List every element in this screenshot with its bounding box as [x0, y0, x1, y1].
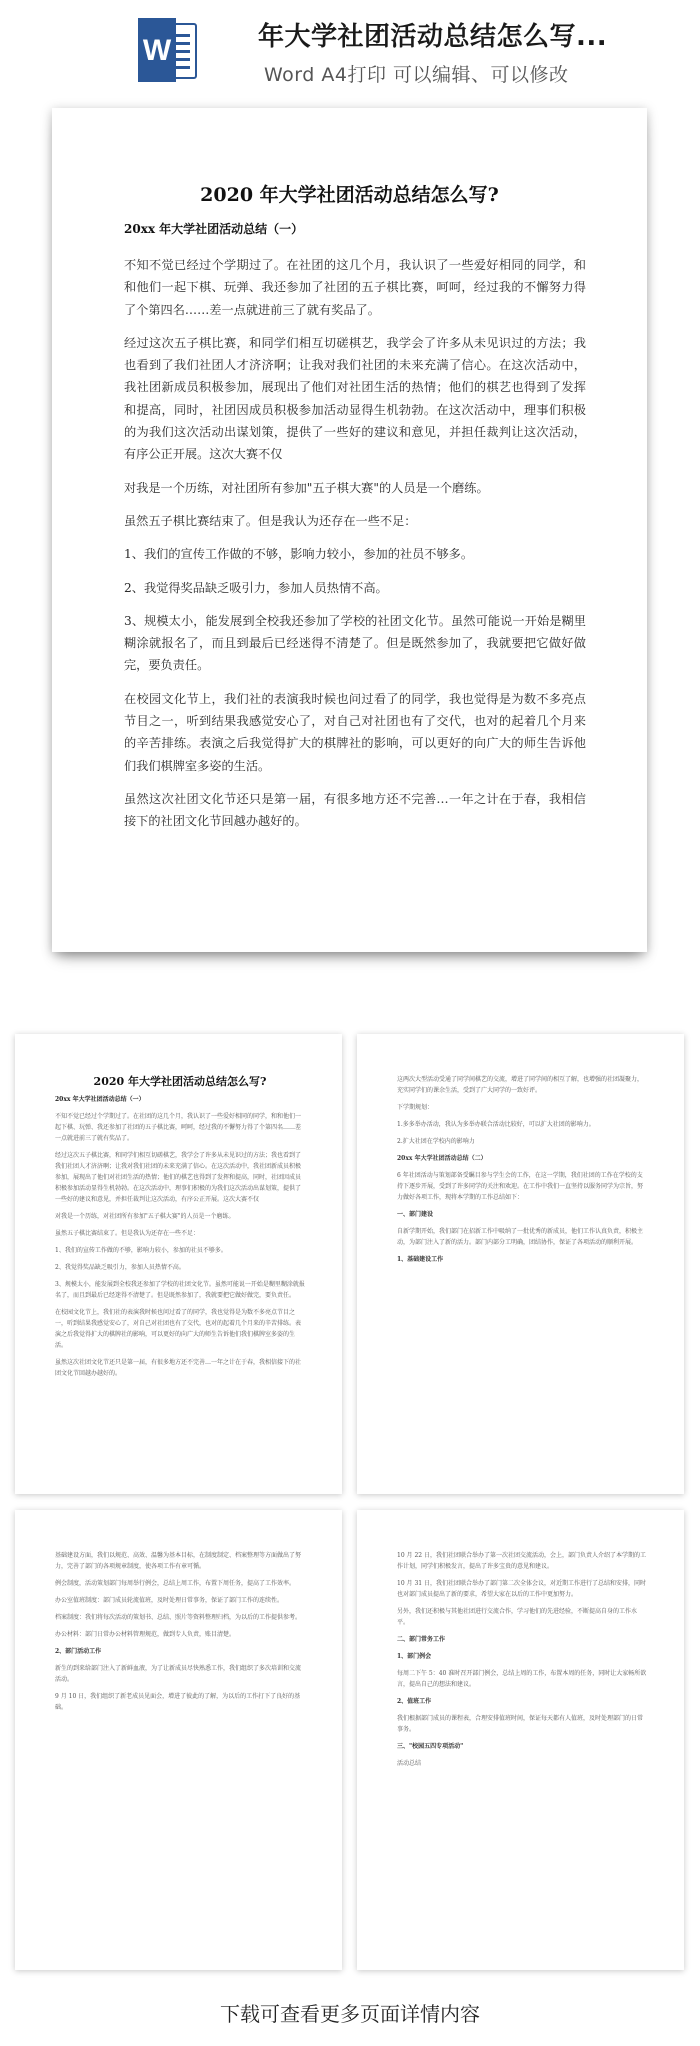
thumbnail-heading: 2、值班工作	[397, 1698, 432, 1705]
page-thumbnail-1[interactable]	[15, 1034, 342, 1494]
thumbnail-heading: 1、部门例会	[397, 1653, 432, 1660]
page-thumbnail-3[interactable]	[15, 1510, 342, 1970]
thumbnail-paragraph: 对我是一个历练，对社团所有参加"五子棋大赛"的人员是一个磨练。	[55, 1213, 235, 1220]
thumbnail-paragraph: 例会制度，活动策划部门每周举行例会，总结上周工作，布置下周任务，提高了工作效率。	[55, 1580, 296, 1587]
thumbnail-paragraph: 10 月 31 日，我们社团联合举办了部门第二次全体会议，对近期工作进行了总结和安排，同时也对部门成员提出了新的要求，希望大家在以后的工作中更加努力。	[397, 1580, 646, 1598]
thumbnail-paragraph: 活动总结	[397, 1760, 422, 1767]
thumbnail-paragraph: 基础建设方面，我们以规范、高效、温馨为基本目标，在制度制定、档案整理等方面做出了努力，完善了部门的各项规章制度，使各项工作有章可循。	[55, 1552, 302, 1570]
thumbnail-paragraph: 虽然这次社团文化节还只是第一届，有很多地方还不完善…一年之计在于春，我相信接下的社团文化节回越办越好的。	[55, 1359, 302, 1377]
thumbnail-paragraph: 虽然五子棋比赛结束了。但是我认为还存在一些不足：	[55, 1230, 200, 1237]
paragraph: 虽然这次社团文化节还只是第一届，有很多地方还不完善…一年之计在于春，我相信接下的社团文化节回越办越好的。	[124, 791, 586, 829]
thumbnail-heading: 二、部门常务工作	[397, 1636, 446, 1643]
word-icon	[136, 16, 200, 84]
thumbnail-paragraph: 下学期规划：	[397, 1104, 434, 1111]
paragraph: 1、我们的宣传工作做的不够，影响力较小，参加的社员不够多。	[124, 547, 474, 562]
thumbnail-paragraph: 3、规模太小，能发展到全校我还参加了学校的社团文化节。虽然可能说一开始是糊里糊涂就报名了，而且到最后已经迷得不清楚了。但是既然参加了，我就要把它做好做完，要负责任。	[55, 1281, 305, 1299]
section-heading: 20xx 年大学社团活动总结（一）	[124, 222, 304, 236]
paragraph: 对我是一个历练，对社团所有参加"五子棋大赛"的人员是一个磨练。	[124, 480, 489, 495]
thumbnail-paragraph: 2.扩大社团在学校内的影响力	[397, 1138, 475, 1145]
page-thumbnail-4[interactable]	[357, 1510, 684, 1970]
thumbnail-paragraph: 我们根据部门成员的课程表，合理安排值班时间，保证每天都有人值班，及时处理部门的日常事务。	[397, 1715, 644, 1733]
paragraph: 虽然五子棋比赛结束了。但是我认为还存在一些不足：	[124, 513, 417, 528]
thumbnail-paragraph: 不知不觉已经过个学期过了。在社团的这几个月，我认识了一些爱好相同的同学，和和他们一起下棋、玩弹、我还参加了社团的五子棋比赛，呵呵，经过我的不懈努力得了个第四名……差一点就进前三了就有奖品了。	[55, 1113, 302, 1142]
thumbnail-paragraph: 每周二下午 5：40 准时召开部门例会，总结上周的工作，布置本周的任务，同时让大家畅所欲言，提出自己的想法和建议。	[397, 1670, 647, 1688]
thumbnail-heading: 20xx 年大学社团活动总结（二）	[397, 1155, 487, 1162]
paragraph: 不知不觉已经过个学期过了。在社团的这几个月，我认识了一些爱好相同的同学，和和他们一起下棋、玩弹、我还参加了社团的五子棋比赛，呵呵，经过我的不懈努力得了个第四名……差一点就进前三了就有奖品了。	[124, 258, 586, 317]
paragraph: 2、我觉得奖品缺乏吸引力，参加人员热情不高。	[124, 580, 388, 595]
thumbnail-heading: 2、部门活动工作	[55, 1648, 102, 1655]
thumbnail-paragraph: 9 月 10 日，我们组织了新老成员见面会，增进了彼此的了解，为以后的工作打下了良好的基础。	[55, 1693, 301, 1711]
thumbnail-paragraph: 6 年社团活动与策划部备受瞩目参与学生会的工作，在这一学期，我们社团的工作在学校的支持下逐步开展，受到了许多同学的关注和欢迎。在工作中我们一直坚持以服务同学为宗旨，努力做好各项工作，现将本学期的工作总结如下：	[397, 1172, 644, 1201]
thumbnail-paragraph: 办公室值班制度：部门成员轮流值班，及时处理日常事务，保证了部门工作的连续性。	[55, 1597, 284, 1604]
thumbnail-paragraph: 自新学期开始，我们部门在招新工作中吸纳了一批优秀的新成员，他们工作认真负责，积极主动，为部门注入了新的活力。部门内部分工明确，团结协作，保证了各项活动的顺利开展。	[397, 1228, 644, 1246]
page-body	[124, 254, 586, 844]
document-format-note: Word A4打印 可以编辑、可以修改	[264, 64, 569, 86]
thumbnail-paragraph: 经过这次五子棋比赛，和同学们相互切磋棋艺，我学会了许多从未见识过的方法；我也看到了我们社团人才济济啊；让我对我们社团的未来充满了信心。在这次活动中，我社团新成员积极参加，展现出了他们对社团生活的热情；他们的棋艺也得到了发挥和提高，同时，社团因成员积极参加活动显得生机勃勃。在这次活动中，理事们积极的为我们这次活动出谋划策，提供了一些好的建议和意见，并担任裁判让这次活动，有序公正开展。这次大赛不仅	[55, 1152, 302, 1203]
thumbnail-heading: 三、"校园五四专项活动"	[397, 1743, 464, 1750]
svg-text:W: W	[142, 34, 172, 67]
thumbnail-heading: 一、部门建设	[397, 1211, 434, 1218]
page-thumbnail-2[interactable]	[357, 1034, 684, 1494]
thumbnail-paragraph: 1、我们的宣传工作做的不够，影响力较小，参加的社员不够多。	[55, 1247, 227, 1254]
paragraph: 3、规模太小，能发展到全校我还参加了学校的社团文化节。虽然可能说一开始是糊里糊涂就报名了，而且到最后已经迷得不清楚了。但是既然参加了，我就要把它做好做完，要负责任。	[124, 613, 586, 673]
main-page-preview	[52, 108, 647, 952]
thumbnail-paragraph: 2、我觉得奖品缺乏吸引力，参加人员热情不高。	[55, 1264, 185, 1271]
thumbnail-paragraph: 10 月 22 日，我们社团联合举办了第一次社团交流活动，会上，部门负责人介绍了本学期的工作计划，同学们积极发言，提出了许多宝贵的意见和建议。	[397, 1552, 646, 1570]
header	[0, 0, 700, 100]
thumbnail-title: 2020 年大学社团活动总结怎么写?	[93, 1075, 267, 1088]
thumbnail-heading: 1、基础建设工作	[397, 1256, 444, 1263]
document-title: 年大学社团活动总结怎么写...	[258, 22, 608, 52]
page-title: 2020 年大学社团活动总结怎么写?	[200, 184, 499, 206]
thumbnail-heading: 20xx 年大学社团活动总结（一）	[55, 1096, 145, 1103]
thumbnail-paragraph: 办公材料：部门日常办公材料管理规范，做到专人负责，账目清楚。	[55, 1631, 236, 1638]
thumbnail-paragraph: 这两次大型活动受通了同学间棋艺的交流，增进了同学间的相互了解，也增强的社团凝聚力，充实同学们的课余生活，受到了广大同学的一致好评。	[397, 1076, 644, 1094]
thumbnail-paragraph: 1.多多举办活动，我认为多举办联合活动比较好，可以扩大社团的影响力。	[397, 1121, 595, 1128]
download-more-link[interactable]: 下载可查看更多页面详情内容	[220, 2002, 480, 2026]
thumbnail-paragraph: 新生的到来给部门注入了新鲜血液，为了让新成员尽快熟悉工作，我们组织了多次培训和交流活动。	[55, 1665, 302, 1683]
thumbnail-paragraph: 档案制度：我们将每次活动的策划书、总结、照片等资料整理归档，为以后的工作提供参考。	[55, 1614, 302, 1621]
paragraph: 经过这次五子棋比赛，和同学们相互切磋棋艺，我学会了许多从未见识过的方法；我也看到了我们社团人才济济啊；让我对我们社团的未来充满了信心。在这次活动中，我社团新成员积极参加，展现出了他们对社团生活的热情；他们的棋艺也得到了发挥和提高，同时，社团因成员积极参加活动显得生机勃勃。在这次活动中，理事们积极的为我们这次活动出谋划策，提供了一些好的建议和意见，并担任裁判让这次活动，有序公正开展。这次大赛不仅	[124, 335, 586, 462]
thumbnail-paragraph: 另外，我们还积极与其他社团进行交流合作，学习他们的先进经验，不断提高自身的工作水平。	[397, 1608, 638, 1626]
thumbnail-paragraph: 在校园文化节上，我们社的表演我时候也问过看了的同学，我也觉得是为数不多亮点节目之一，听到结果我感觉安心了，对自己对社团也有了交代，也对的起着几个月来的辛苦排练。表演之后我觉得扩大的棋牌社的影响，可以更好的向广大的师生告诉他们我们棋牌室多姿的生活。	[55, 1309, 302, 1349]
paragraph: 在校园文化节上，我们社的表演我时候也问过看了的同学，我也觉得是为数不多亮点节目之一，听到结果我感觉安心了，对自己对社团也有了交代，也对的起着几个月来的辛苦排练。表演之后我觉得扩大的棋牌社的影响，可以更好的向广大的师生告诉他们我们棋牌室多姿的生活。	[124, 691, 586, 773]
